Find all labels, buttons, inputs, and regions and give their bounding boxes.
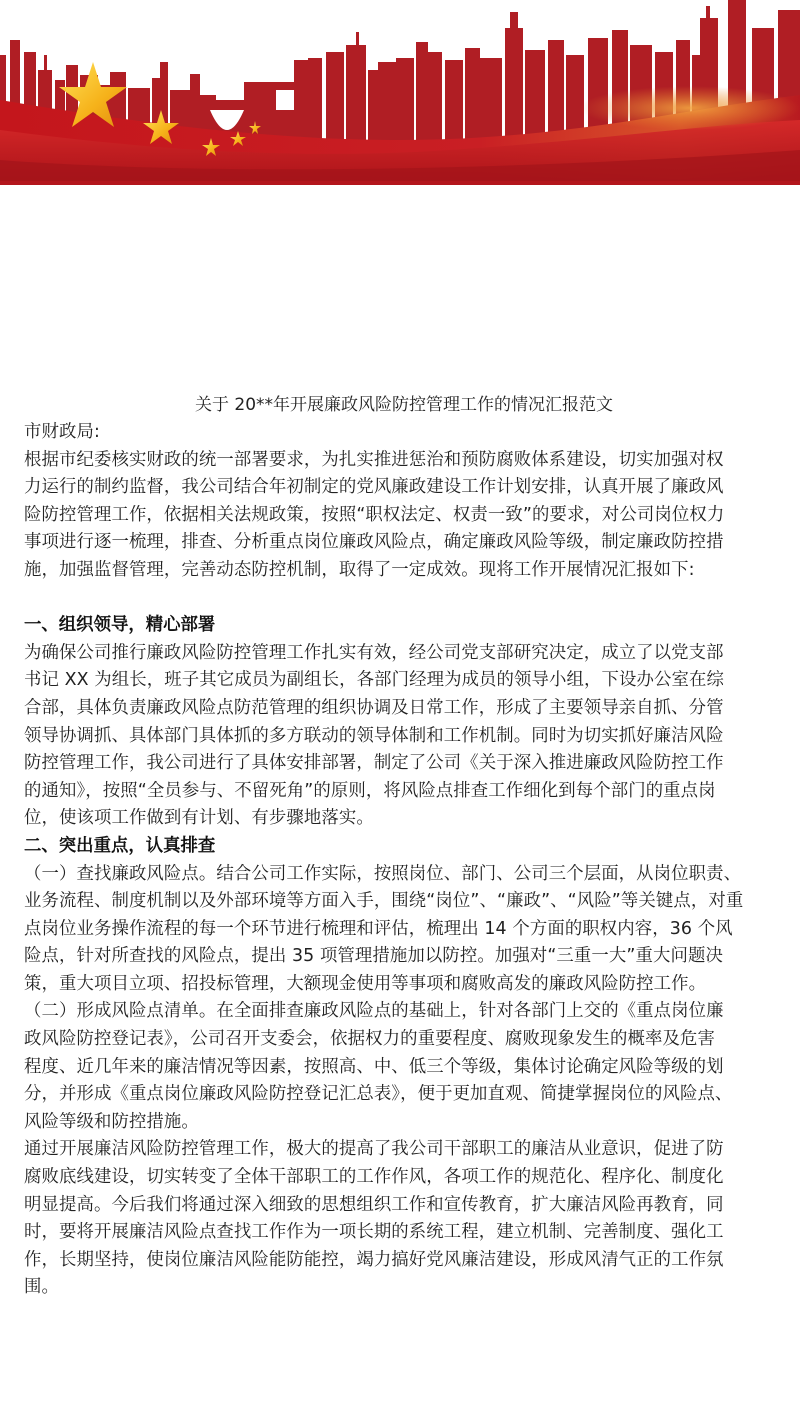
header-banner (0, 0, 800, 185)
section-2-paragraph (24, 861, 784, 1137)
text-line: 险防控管理工作，依据相关法规政策，按照“职权法定、权责一致”的要求，对公司岗位权力 (24, 504, 725, 525)
text-line: 施，加强监督管理，完善动态防控机制，取得了一定成效。现将工作开展情况汇报如下: (24, 559, 695, 580)
text-line: 明显提高。今后我们将通过深入细致的思想组织工作和宣传教育，扩大廉洁风险再教育，同 (24, 1194, 724, 1215)
text-line: （二）形成风险点清单。在全面排查廉政风险点的基础上，针对各部门上交的《重点岗位廉 (24, 1001, 724, 1022)
text-line: 领导协调抓、具体部门具体抓的多方联动的领导体制和工作机制。同时为切实抓好廉洁风险 (24, 725, 724, 746)
text-line: 点岗位业务操作流程的每一个环节进行梳理和评估，梳理出 14 个方面的职权内容，36 个风 (24, 918, 733, 939)
city-skyline-banner-image (0, 0, 800, 185)
text-line: 时，要将开展廉洁风险点查找工作作为一项长期的系统工程，建立机制、完善制度、强化工 (24, 1222, 724, 1243)
section-1-heading: 一、组织领导，精心部署 (24, 615, 216, 636)
section-1-paragraph (24, 640, 784, 833)
addressee: 市财政局: (24, 422, 100, 442)
conclusion-paragraph (24, 1136, 784, 1302)
text-line: 根据市纪委核实财政的统一部署要求，为扎实推进惩治和预防腐败体系建设，切实加强对权 (24, 449, 724, 470)
text-line: 力运行的制约监督，我公司结合年初制定的党风廉政建设工作计划安排，认真开展了廉政风 (24, 477, 724, 498)
text-line: 为确保公司推行廉政风险防控管理工作扎实有效，经公司党支部研究决定，成立了以党支部 (24, 642, 724, 663)
text-line: 风险等级和防控措施。 (24, 1111, 199, 1132)
text-line: 策，重大项目立项、招投标管理，大额现金使用等事项和腐败高发的廉政风险防控工作。 (24, 973, 707, 994)
intro-paragraph (24, 447, 784, 585)
section-2-heading: 二、突出重点，认真排查 (24, 835, 216, 856)
text-line: 事项进行逐一梳理，排查、分析重点岗位廉政风险点，确定廉政风险等级，制定廉政防控措 (24, 532, 724, 553)
text-line: 腐败底线建设，切实转变了全体干部职工的工作作风，各项工作的规范化、程序化、制度化 (24, 1167, 724, 1188)
text-line: 政风险防控登记表》，公司召开支委会，依据权力的重要程度、腐败现象发生的概率及危害 (24, 1029, 715, 1050)
text-line: 通过开展廉洁风险防控管理工作，极大的提高了我公司干部职工的廉洁从业意识，促进了防 (24, 1139, 724, 1160)
text-line: 分，并形成《重点岗位廉政风险防控登记汇总表》，便于更加直观、简捷掌握岗位的风险点、 (24, 1084, 733, 1105)
text-line: 作，长期坚持，使岗位廉洁风险能防能控，竭力搞好党风廉洁建设，形成风清气正的工作氛 (24, 1249, 724, 1270)
report-document (24, 392, 784, 1302)
text-line: 程度、近几年来的廉洁情况等因素，按照高、中、低三个等级，集体讨论确定风险等级的划 (24, 1056, 724, 1077)
text-line: 位，使该项工作做到有计划、有步骤地落实。 (24, 808, 374, 829)
text-line: 业务流程、制度机制以及外部环境等方面入手，围绕“岗位”、“廉政”、“风险”等关键点，对重 (24, 891, 744, 912)
text-line: 的通知》，按照“全员参与、不留死角”的原则，将风险点排查工作细化到每个部门的重点岗 (24, 780, 716, 801)
blank-line (24, 585, 784, 613)
text-line: 防控管理工作，我公司进行了具体安排部署，制定了公司《关于深入推进廉政风险防控工作 (24, 753, 724, 774)
text-line: 险点，针对所查找的风险点，提出 35 项管理措施加以防控。加强对“三重一大”重大问题决 (24, 946, 723, 967)
text-line: 围。 (24, 1277, 59, 1298)
text-line: （一）查找廉政风险点。结合公司工作实际，按照岗位、部门、公司三个层面，从岗位职责、 (24, 863, 742, 884)
text-line: 书记 XX 为组长，班子其它成员为副组长，各部门经理为成员的领导小组，下设办公室在综 (24, 670, 724, 691)
document-title: 关于 20**年开展廉政风险防控管理工作的情况汇报范文 (194, 395, 614, 415)
text-line: 合部，具体负责廉政风险点防范管理的组织协调及日常工作，形成了主要领导亲自抓、分管 (24, 697, 724, 718)
